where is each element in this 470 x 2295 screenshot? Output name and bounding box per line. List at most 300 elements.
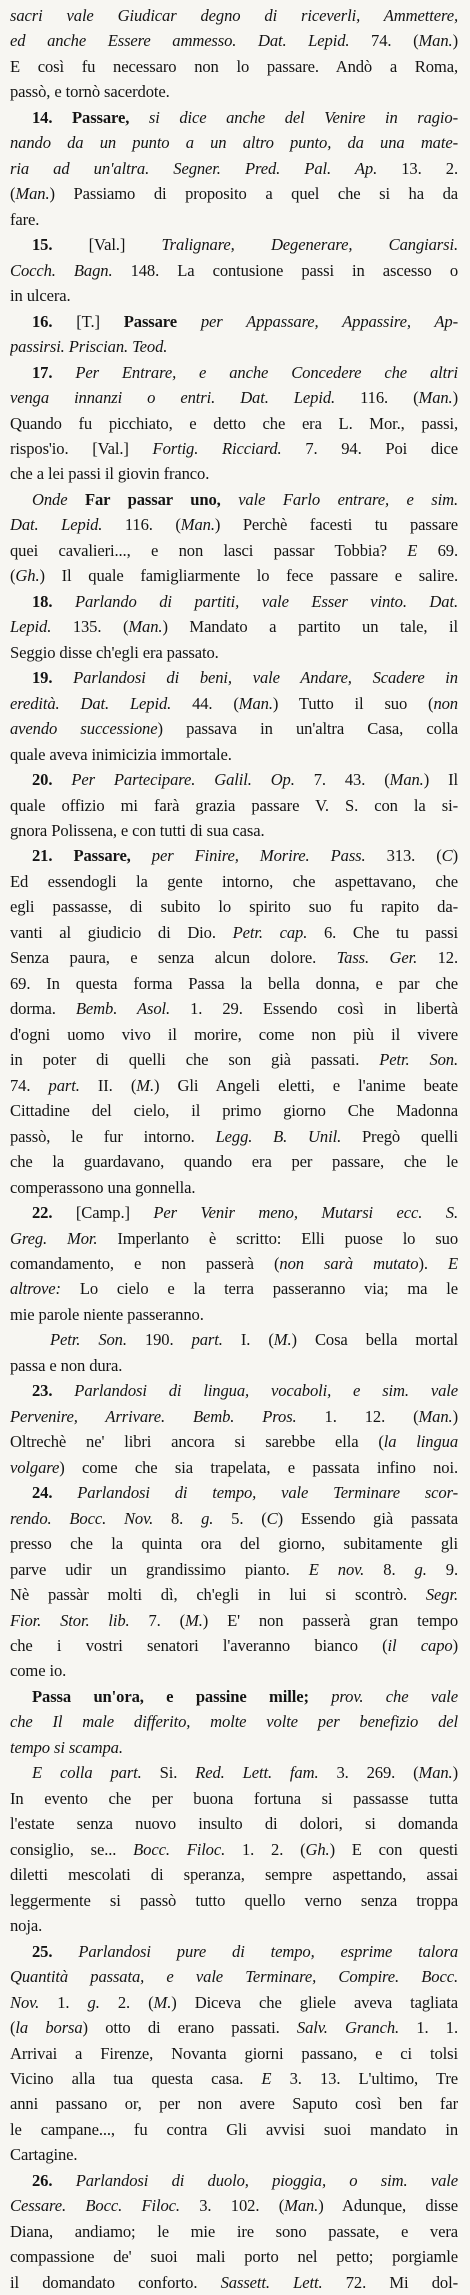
text-line: [10, 1149, 458, 1174]
text-segment: Diana, andiamo; le mie ire sono passate, e vera: [10, 2221, 458, 2241]
text-segment: Man.: [418, 31, 453, 51]
text-segment: 69.: [437, 540, 458, 560]
text-line: [10, 1098, 458, 1123]
text-segment: quale offizio mi farà grazia passare V. S. con la si-: [10, 795, 458, 815]
text-line: [10, 1276, 458, 1301]
text-segment: [T.]: [76, 311, 124, 331]
text-segment: Far passar uno,: [84, 489, 239, 509]
text-segment: ) passava in un'altra Casa, colla: [157, 719, 458, 739]
text-line: [10, 1684, 458, 1709]
text-line: [10, 1175, 458, 1200]
text-segment: Per Venir meno, Mutarsi ecc. S.: [153, 1203, 458, 1223]
text-segment: l'estate senza nuovo insulto di dolori, si domanda: [10, 1814, 458, 1834]
text-segment: 3. 269. (: [336, 1763, 419, 1783]
text-segment: avendo successione: [10, 719, 158, 739]
text-segment: ) Tutto il suo (: [272, 693, 434, 713]
text-segment: 74.: [10, 1075, 49, 1095]
text-segment: Salv. Granch.: [296, 2018, 417, 2038]
text-segment: dorma.: [10, 999, 76, 1019]
text-segment: 12.: [437, 948, 458, 968]
text-segment: tempo si scampa.: [10, 1737, 123, 1757]
text-segment: 7. 94. Poi dice: [305, 438, 458, 458]
text-segment: Cartagine.: [10, 2145, 78, 2165]
text-segment: d'ogni uomo vivo il morire, come non più il vivere: [10, 1024, 458, 1044]
text-segment: eredità. Dat. Lepid.: [10, 693, 193, 713]
text-segment: Parlandosi di duolo, pioggia, o sim. vale: [75, 2170, 458, 2190]
text-segment: I. (: [240, 1330, 274, 1350]
text-segment: anni passano or, per non avere Saputo così ben far: [10, 2094, 458, 2114]
text-segment: 16.: [32, 311, 77, 331]
text-segment: rispos'io. [Val.]: [10, 438, 153, 458]
text-line: [10, 1862, 458, 1887]
text-segment: fare.: [10, 209, 40, 229]
text-segment: venga innanzi o entri. Dat. Lepid.: [10, 388, 361, 408]
text-segment: ria ad un'altra. Segner. Pred. Pal. Ap.: [10, 158, 402, 178]
text-line: [10, 1302, 458, 1327]
text-segment: Man.: [238, 693, 273, 713]
text-line: [10, 1608, 458, 1633]
text-segment: 148. La contusione passi in ascesso o: [130, 260, 458, 280]
text-segment: Seggio disse ch'egli era passato.: [10, 642, 219, 662]
text-line: [10, 1633, 458, 1658]
text-line: [10, 461, 458, 486]
text-line: [10, 818, 458, 843]
text-segment: volgare: [10, 1457, 60, 1477]
text-segment: in ulcera.: [10, 286, 71, 306]
text-segment: egli passasse, di subito lo spirito suo fu rapito da-: [10, 897, 458, 917]
text-segment: passò, e tornò sacerdote.: [10, 82, 170, 102]
text-segment: ): [452, 1763, 458, 1783]
text-line: [10, 767, 458, 792]
text-segment: quale aveva inimicizia immortale.: [10, 744, 232, 764]
text-line: [10, 1226, 458, 1251]
text-segment: E: [447, 1253, 458, 1273]
text-segment: Lepid.: [10, 617, 73, 637]
text-segment: Cessare. Bocc. Filoc.: [10, 2196, 200, 2216]
text-segment: gnora Polissena, e con tutti di sua casa.: [10, 821, 265, 840]
text-segment: Pregò quelli: [361, 1126, 458, 1146]
text-line: [10, 1760, 458, 1785]
text-segment: 14. Passare,: [32, 107, 149, 127]
text-segment: Per Partecipare. Galil. Op.: [71, 770, 314, 790]
text-line: [10, 920, 458, 945]
text-line: [10, 1429, 458, 1454]
text-segment: noja.: [10, 1916, 43, 1936]
text-segment: Nè passàr molti dì, ch'egli in lui si scontrò.: [10, 1585, 426, 1605]
text-segment: 69. In questa forma Passa la bella donna, e par che: [10, 973, 458, 993]
text-line: [10, 2066, 458, 2091]
text-segment: 1. 12. (: [324, 1406, 419, 1426]
text-line: [10, 945, 458, 970]
text-segment: M.: [136, 1075, 154, 1095]
text-segment: Fortig. Ricciard.: [152, 438, 306, 458]
text-segment: Man.: [389, 770, 424, 790]
text-segment: ): [452, 31, 458, 51]
text-line: [10, 28, 458, 53]
text-segment: 22.: [32, 1203, 76, 1223]
text-line: [10, 1888, 458, 1913]
text-segment: 15.: [32, 235, 89, 255]
text-segment: E: [261, 2068, 290, 2088]
text-line: [10, 3, 458, 28]
text-line: [10, 1557, 458, 1582]
text-segment: che a lei passi il giovin franco.: [10, 464, 210, 484]
text-segment: che i vostri senatori l'averanno bianco (: [10, 1636, 388, 1655]
text-segment: (: [10, 184, 16, 204]
text-line: [10, 2015, 458, 2040]
text-segment: Petr. cap.: [232, 922, 324, 942]
text-segment: 24.: [32, 1483, 78, 1503]
text-line: [10, 130, 458, 155]
text-segment: Man.: [15, 184, 50, 204]
text-segment: Senza paura, e senza alcun dolore.: [10, 948, 337, 968]
text-segment: ) Mandato a partito un tale, il: [162, 617, 458, 637]
text-segment: per Appassare, Appassire, Ap-: [200, 311, 458, 331]
text-line: [10, 1353, 458, 1378]
text-line: [10, 1200, 458, 1225]
text-line: [10, 2270, 458, 2295]
text-segment: 25.: [32, 1941, 79, 1961]
text-segment: 17.: [32, 362, 76, 382]
text-line: [10, 640, 458, 665]
text-segment: comperassono una gonnella.: [10, 1177, 196, 1197]
text-line: [10, 1531, 458, 1556]
text-segment: Ed essendogli la gente intorno, che aspettavano, che: [10, 871, 458, 891]
text-segment: g.: [201, 1508, 232, 1528]
text-segment: g.: [87, 1992, 118, 2012]
text-line: [10, 589, 458, 614]
text-segment: non: [433, 693, 458, 713]
text-line: [10, 1990, 458, 2015]
text-segment: In evento che per buona fortuna si passasse tutta: [10, 1788, 458, 1808]
text-segment: compassione de' suoi mali porto nel petto; porgiamle: [10, 2247, 458, 2267]
text-line: [10, 971, 458, 996]
text-segment: ): [452, 1636, 458, 1655]
text-segment: 135. (: [72, 617, 129, 637]
text-segment: passa e non dura.: [10, 1355, 123, 1375]
text-line: [10, 2142, 458, 2167]
text-line: [10, 1939, 458, 1964]
text-line: [10, 1327, 458, 1352]
text-segment: Cocch. Bagn.: [10, 260, 131, 280]
text-segment: non sarà mutato: [279, 1253, 419, 1273]
text-segment: Man.: [418, 388, 453, 408]
text-line: [10, 105, 458, 130]
text-segment: Parlandosi di beni, vale Andare, Scadere in: [73, 668, 458, 688]
text-segment: 18.: [32, 591, 75, 611]
text-segment: ed anche Essere ammesso. Dat. Lepid.: [10, 31, 372, 51]
text-segment: ) Passiamo di proposito a quel che si ha da: [49, 184, 458, 204]
text-line: [10, 1709, 458, 1734]
text-segment: Greg. Mor.: [10, 1228, 118, 1248]
text-segment: ): [452, 846, 458, 866]
text-segment: 13. 2.: [401, 158, 458, 178]
text-line: [10, 360, 458, 385]
text-segment: per Finire, Morire. Pass.: [151, 846, 387, 866]
text-segment: Man.: [418, 1763, 453, 1783]
text-segment: Red. Lett. fam.: [195, 1763, 337, 1783]
text-line: [10, 2117, 458, 2142]
text-line: [10, 1658, 458, 1683]
text-segment: che la guardavano, quando era per passare, che le: [10, 1152, 458, 1172]
text-segment: passirsi. Priscian. Teod.: [10, 337, 168, 357]
text-segment: passò, le fur intorno.: [10, 1126, 216, 1146]
text-segment: part.: [191, 1330, 241, 1350]
text-segment: Oltrechè ne' libri ancora si sarebbe ella (: [10, 1432, 384, 1452]
text-segment: Nov.: [10, 1992, 58, 2012]
text-line: [10, 1786, 458, 1811]
text-segment: E colla part.: [32, 1763, 160, 1783]
text-line: [10, 538, 458, 563]
text-segment: Per Entrare, e anche Concedere che altri: [75, 362, 458, 382]
text-segment: Tralignare, Degenerare, Cangiarsi.: [161, 235, 458, 255]
text-line: [10, 1251, 458, 1276]
text-segment: Arrivai a Firenze, Novanta giorni passano, e ci tolsi: [10, 2043, 458, 2063]
text-segment: Lo cielo e la terra passeranno via; ma le: [79, 1279, 458, 1299]
text-line: [10, 54, 458, 79]
text-segment: Onde: [32, 489, 85, 509]
text-segment: Cittadine del cielo, il primo giorno Che Madonna: [10, 1101, 458, 1121]
text-segment: ) E' non passerà gran tempo: [202, 1610, 458, 1630]
text-line: [10, 1455, 458, 1480]
text-line: [10, 843, 458, 868]
text-line: [10, 258, 458, 283]
text-segment: le campane..., fu contra Gli avvisi suoi mandato in: [10, 2119, 458, 2139]
text-line: [10, 232, 458, 257]
text-segment: 26.: [32, 2170, 76, 2190]
text-segment: Petr. Son.: [50, 1330, 145, 1350]
text-segment: Sassett. Lett.: [220, 2272, 346, 2292]
text-line: [10, 1378, 458, 1403]
text-line: [10, 2168, 458, 2193]
text-segment: 72. Mi dol-: [345, 2272, 458, 2292]
text-segment: 6. Che tu passi: [323, 922, 458, 942]
text-segment: Parlandosi di lingua, vocaboli, e sim. vale: [74, 1381, 458, 1401]
text-segment: ) Diceva che gliele aveva tagliata: [171, 1992, 458, 2012]
text-segment: Segr.: [425, 1585, 458, 1605]
text-line: [10, 742, 458, 767]
text-segment: nando da un punto a un altro punto, da una mate-: [10, 133, 458, 153]
text-segment: Quando fu picchiato, e detto che era L. Mor., passi,: [10, 413, 458, 433]
text-segment: 20.: [32, 770, 72, 790]
text-segment: la borsa: [15, 2018, 83, 2038]
text-segment: presso che la quinta ora del giorno, subitamente gli: [10, 1534, 458, 1554]
text-segment: ) Essendo già passata: [277, 1508, 458, 1528]
text-segment: prov. che vale: [331, 1686, 458, 1706]
text-line: [10, 1073, 458, 1098]
text-segment: leggermente si passò tutto quello verno senza troppa: [10, 1890, 458, 1910]
text-line: [10, 334, 458, 359]
text-segment: 8.: [170, 1508, 202, 1528]
text-segment: che Il male differito, molte volte per benefizio del: [10, 1712, 458, 1732]
text-segment: Parlandosi di tempo, vale Terminare scor-: [77, 1483, 458, 1503]
text-line: [10, 1582, 458, 1607]
text-segment: 116. (: [360, 388, 419, 408]
text-segment: 9.: [445, 1559, 458, 1579]
text-segment: in poter di quelli che son già passati.: [10, 1050, 380, 1070]
text-line: [10, 181, 458, 206]
text-segment: 1.: [57, 1992, 88, 2012]
text-line: [10, 716, 458, 741]
text-segment: II. (: [97, 1075, 137, 1095]
text-segment: Man.: [284, 2196, 319, 2216]
text-segment: la lingua: [383, 1432, 458, 1452]
text-segment: 7. (: [148, 1610, 186, 1630]
text-segment: [Camp.]: [75, 1203, 154, 1223]
text-line: [10, 156, 458, 181]
text-line: [10, 665, 458, 690]
text-segment: 3. 13. L'ultimo, Tre: [289, 2068, 458, 2088]
text-segment: Dat. Lepid.: [10, 515, 125, 535]
text-line: [10, 487, 458, 512]
text-segment: 44. (: [192, 693, 239, 713]
entry-text: [10, 3, 458, 2295]
text-segment: altrove:: [10, 1279, 80, 1299]
text-segment: 190.: [144, 1330, 192, 1350]
text-segment: 74. (: [371, 31, 419, 51]
text-line: [10, 1913, 458, 1938]
text-segment: Passare: [123, 311, 201, 331]
text-segment: vale Farlo entrare, e sim.: [238, 489, 458, 509]
text-segment: ) Perchè facesti tu passare: [214, 515, 458, 535]
text-segment: M.: [153, 1992, 172, 2012]
text-segment: E nov.: [308, 1559, 384, 1579]
text-segment: quei cavalieri..., e non lasci passar Tobbia?: [10, 540, 408, 560]
text-segment: 2. (: [117, 1992, 154, 2012]
text-segment: consiglio, se...: [10, 1839, 134, 1859]
text-segment: Vicino alla tua questa casa.: [10, 2068, 262, 2088]
text-line: [10, 309, 458, 334]
text-segment: ) Il quale famigliarmente lo fece passare e salire.: [39, 566, 458, 586]
text-segment: ): [452, 1406, 458, 1426]
text-segment: 19.: [32, 668, 74, 688]
text-line: [10, 283, 458, 308]
text-segment: (: [10, 2018, 16, 2038]
text-line: [10, 1404, 458, 1429]
text-segment: Quantità passata, e vale Terminare, Compire. Bocc.: [10, 1967, 458, 1987]
text-segment: ): [452, 388, 458, 408]
text-segment: E: [407, 540, 438, 560]
text-line: [10, 869, 458, 894]
text-line: [10, 207, 458, 232]
text-segment: Parlando di partiti, vale Esser vinto. Dat.: [74, 591, 458, 611]
text-segment: ).: [418, 1253, 448, 1273]
text-segment: comandamento, e non passerà (: [10, 1253, 280, 1273]
text-segment: rendo. Bocc. Nov.: [10, 1508, 171, 1528]
text-segment: ) Cosa bella mortal: [291, 1330, 458, 1350]
text-line: [10, 996, 458, 1021]
text-segment: (: [10, 566, 16, 586]
text-line: [10, 1506, 458, 1531]
text-segment: 8.: [383, 1559, 415, 1579]
text-segment: part.: [48, 1075, 98, 1095]
text-line: [10, 894, 458, 919]
text-segment: Bocc. Filoc.: [133, 1839, 242, 1859]
text-segment: C: [441, 846, 453, 866]
text-segment: diletti mescolati di speranza, sempre aspettando, assai: [10, 1865, 458, 1885]
text-line: [10, 1837, 458, 1862]
text-segment: vanti al giudicio di Dio.: [10, 922, 233, 942]
text-segment: Gh.: [305, 1839, 330, 1859]
text-segment: Imperlanto è scritto: Elli puose lo suo: [117, 1228, 458, 1248]
text-line: [10, 1124, 458, 1149]
text-segment: Man.: [418, 1406, 453, 1426]
text-segment: 3. 102. (: [199, 2196, 285, 2216]
text-line: [10, 2091, 458, 2116]
text-line: [10, 2244, 458, 2269]
text-segment: M.: [273, 1330, 292, 1350]
text-segment: sacri vale Giudicar degno di riceverli, Ammettere,: [10, 6, 458, 25]
text-segment: ) Il: [423, 770, 458, 790]
text-line: [10, 563, 458, 588]
text-segment: ) E con questi: [329, 1839, 458, 1859]
text-segment: parve udir un grandissimo pianto.: [10, 1559, 309, 1579]
text-line: [10, 614, 458, 639]
text-segment: 1. 29. Essendo così in libertà: [190, 999, 458, 1019]
text-segment: Petr. Son.: [379, 1050, 458, 1070]
text-segment: E così fu necessaro non lo passare. Andò a Roma,: [10, 56, 458, 76]
text-segment: M.: [185, 1610, 203, 1630]
text-segment: si dice anche del Venire in ragio-: [148, 107, 458, 127]
text-line: [10, 512, 458, 537]
text-segment: 116. (: [124, 515, 181, 535]
text-segment: C: [266, 1508, 278, 1528]
text-line: [10, 1480, 458, 1505]
text-segment: 313. (: [386, 846, 442, 866]
text-segment: ) come che sia trapelata, e passata infino noi.: [59, 1457, 458, 1477]
text-line: [10, 2041, 458, 2066]
text-line: [10, 436, 458, 461]
text-segment: [Val.]: [88, 235, 162, 255]
text-segment: come io.: [10, 1661, 67, 1681]
text-segment: ) Adunque, disse: [318, 2196, 458, 2216]
text-line: [10, 1964, 458, 1989]
text-segment: 7. 43. (: [313, 770, 390, 790]
text-segment: Man.: [128, 617, 163, 637]
text-segment: Fior. Stor. lib.: [10, 1610, 149, 1630]
text-segment: Si.: [159, 1763, 196, 1783]
text-line: [10, 1811, 458, 1836]
text-line: [10, 2219, 458, 2244]
text-segment: 1. 2. (: [241, 1839, 306, 1859]
text-segment: g.: [414, 1559, 446, 1579]
text-segment: ) Gli Angeli eletti, e l'anime beate: [153, 1075, 458, 1095]
text-segment: 5. (: [231, 1508, 267, 1528]
text-line: [10, 2193, 458, 2218]
text-segment: mie parole niente passeranno.: [10, 1304, 204, 1324]
text-segment: Passa un'ora, e passine mille;: [32, 1686, 332, 1706]
text-segment: Tass. Ger.: [336, 948, 438, 968]
text-segment: Gh.: [15, 566, 40, 586]
text-segment: 21. Passare,: [32, 846, 152, 866]
text-segment: Legg. B. Unil.: [215, 1126, 362, 1146]
text-segment: Man.: [180, 515, 215, 535]
text-segment: 1. 1.: [416, 2018, 458, 2038]
text-segment: ) otto di erano passati.: [82, 2018, 297, 2038]
text-line: [10, 1735, 458, 1760]
text-line: [10, 411, 458, 436]
text-line: [10, 691, 458, 716]
text-segment: il domandato conforto.: [10, 2272, 221, 2292]
text-line: [10, 793, 458, 818]
text-line: [10, 1022, 458, 1047]
text-segment: Parlandosi pure di tempo, esprime talora: [78, 1941, 458, 1961]
text-segment: Bemb. Asol.: [75, 999, 191, 1019]
text-segment: 23.: [32, 1381, 75, 1401]
text-line: [10, 385, 458, 410]
text-line: [10, 79, 458, 104]
text-line: [10, 1047, 458, 1072]
